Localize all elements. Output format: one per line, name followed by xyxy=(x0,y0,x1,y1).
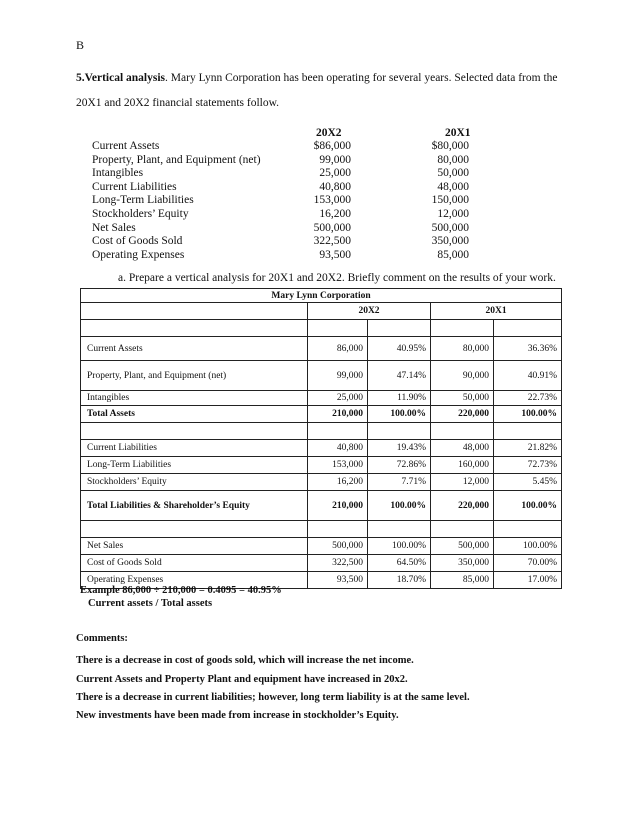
fin-value-20x1: 48,000 xyxy=(437,180,469,193)
amount-20x2: 99,000 xyxy=(308,361,368,391)
percent-20x1: 72.73% xyxy=(494,457,562,474)
question-text-1: . Mary Lynn Corporation has been operating for several years. Selected data from the xyxy=(165,72,558,84)
spacer-cell xyxy=(81,521,308,538)
amount-20x2: 40,800 xyxy=(308,440,368,457)
header-blank-cell xyxy=(81,303,308,320)
fin-value-20x1: 150,000 xyxy=(431,194,469,207)
percent-20x2: 64.50% xyxy=(368,555,431,572)
fin-label: Current Assets xyxy=(92,140,160,152)
fin-value-20x2: 99,000 xyxy=(319,153,351,166)
fin-value-20x2: 500,000 xyxy=(313,221,351,234)
fin-value-20x2: 153,000 xyxy=(313,194,351,207)
question-number: 5. xyxy=(76,72,85,84)
table-row-current-liabilities xyxy=(81,440,562,457)
spacer-cell xyxy=(431,423,494,440)
row-label: Total Liabilities & Shareholder’s Equity xyxy=(81,491,308,521)
percent-20x2: 100.00% xyxy=(368,538,431,555)
percent-20x1: 22.73% xyxy=(494,391,562,406)
fin-label: Intangibles xyxy=(92,167,144,180)
fin-value-20x1: 85,000 xyxy=(437,248,469,261)
percent-20x2: 7.71% xyxy=(368,474,431,491)
fin-label: Property, Plant, and Equipment (net) xyxy=(92,153,261,166)
table-row-cogs xyxy=(81,555,562,572)
fin-value-20x2: 25,000 xyxy=(319,167,351,180)
spacer-row xyxy=(81,521,562,538)
instruction-a: a. Prepare a vertical analysis for 20X1 and 20X2. Briefly comment on the results of your work. xyxy=(118,272,556,284)
page-letter: B xyxy=(76,38,85,52)
fin-label: Net Sales xyxy=(92,221,136,234)
amount-20x1: 220,000 xyxy=(431,491,494,521)
table-row-long-term-liabilities xyxy=(81,457,562,474)
comment-line: Current Assets and Property Plant and equipment have increased in 20x2. xyxy=(76,674,408,685)
question-topic: Vertical analysis xyxy=(84,72,166,84)
amount-20x1: 48,000 xyxy=(431,440,494,457)
row-label: Long-Term Liabilities xyxy=(81,457,308,474)
table-header-row xyxy=(81,303,562,320)
vertical-analysis-table xyxy=(80,288,562,589)
table-title-row xyxy=(81,289,562,303)
fin-value-20x2: 322,500 xyxy=(313,235,351,248)
spacer-cell xyxy=(431,521,494,538)
percent-20x2: 100.00% xyxy=(368,406,431,423)
spacer-cell xyxy=(308,423,368,440)
fin-value-20x1: 50,000 xyxy=(437,167,469,180)
fin-header-20x1: 20X1 xyxy=(445,127,471,139)
spacer-row xyxy=(81,320,562,337)
row-label: Net Sales xyxy=(81,538,308,555)
amount-20x1: 160,000 xyxy=(431,457,494,474)
amount-20x2: 153,000 xyxy=(308,457,368,474)
table-row-total-liabilities-equity xyxy=(81,491,562,521)
fin-row xyxy=(92,249,492,263)
amount-20x2: 25,000 xyxy=(308,391,368,406)
amount-20x1: 80,000 xyxy=(431,337,494,361)
amount-20x1: 50,000 xyxy=(431,391,494,406)
percent-20x1: 36.36% xyxy=(494,337,562,361)
table-row-total-assets xyxy=(81,406,562,423)
fin-row xyxy=(92,154,492,168)
table-row-ppe xyxy=(81,361,562,391)
fin-value-20x1: 12,000 xyxy=(437,208,469,220)
comment-line: There is a decrease in cost of goods sold, which will increase the net income. xyxy=(76,655,414,666)
table-row-intangibles xyxy=(81,391,562,406)
table-title: Mary Lynn Corporation xyxy=(81,289,562,303)
fin-value-20x1: 500,000 xyxy=(431,221,469,234)
fin-value-20x1: $80,000 xyxy=(431,140,469,152)
comment-line: New investments have been made from increase in stockholder’s Equity. xyxy=(76,710,399,721)
fin-value-20x2: 40,800 xyxy=(319,180,351,193)
fin-label: Stockholders’ Equity xyxy=(92,208,189,220)
percent-20x2: 11.90% xyxy=(368,391,431,406)
percent-20x2: 100.00% xyxy=(368,491,431,521)
row-label: Intangibles xyxy=(81,391,308,406)
example-calculation: Example 86,000 ÷ 210,000 = 0.4095 = 40.95% xyxy=(80,585,282,596)
fin-row xyxy=(92,208,492,222)
row-label: Current Liabilities xyxy=(81,440,308,457)
table-row-stockholders-equity xyxy=(81,474,562,491)
fin-row xyxy=(92,235,492,249)
percent-20x1: 70.00% xyxy=(494,555,562,572)
comment-line: There is a decrease in current liabilities; however, long term liability is at the same level. xyxy=(76,692,470,703)
spacer-cell xyxy=(368,320,431,337)
spacer-cell xyxy=(494,521,562,538)
percent-20x1: 21.82% xyxy=(494,440,562,457)
spacer-row xyxy=(81,423,562,440)
percent-20x1: 100.00% xyxy=(494,538,562,555)
question-text-2: 20X1 and 20X2 financial statements follow. xyxy=(76,97,280,109)
amount-20x2: 500,000 xyxy=(308,538,368,555)
fin-row xyxy=(92,222,492,236)
fin-row xyxy=(92,194,492,208)
amount-20x2: 210,000 xyxy=(308,406,368,423)
comments-heading: Comments: xyxy=(76,633,128,644)
amount-20x2: 322,500 xyxy=(308,555,368,572)
fin-label: Current Liabilities xyxy=(92,180,177,193)
percent-20x2: 40.95% xyxy=(368,337,431,361)
spacer-cell xyxy=(494,320,562,337)
amount-20x1: 90,000 xyxy=(431,361,494,391)
amount-20x1: 500,000 xyxy=(431,538,494,555)
spacer-cell xyxy=(368,521,431,538)
spacer-cell xyxy=(308,320,368,337)
fin-value-20x2: 16,200 xyxy=(319,208,351,220)
percent-20x1: 17.00% xyxy=(494,572,562,589)
fin-row xyxy=(92,181,492,195)
percent-20x1: 100.00% xyxy=(494,491,562,521)
row-label: Stockholders’ Equity xyxy=(81,474,308,491)
percent-20x2: 47.14% xyxy=(368,361,431,391)
amount-20x1: 85,000 xyxy=(431,572,494,589)
fin-value-20x2: 93,500 xyxy=(319,248,351,261)
amount-20x2: 210,000 xyxy=(308,491,368,521)
fin-row xyxy=(92,140,492,154)
percent-20x1: 5.45% xyxy=(494,474,562,491)
amount-20x2: 93,500 xyxy=(308,572,368,589)
percent-20x2: 72.86% xyxy=(368,457,431,474)
row-label: Total Assets xyxy=(81,406,308,423)
spacer-cell xyxy=(431,320,494,337)
spacer-cell xyxy=(308,521,368,538)
fin-row xyxy=(92,167,492,181)
question-line-1 xyxy=(76,72,558,84)
spacer-cell xyxy=(368,423,431,440)
amount-20x1: 350,000 xyxy=(431,555,494,572)
amount-20x1: 12,000 xyxy=(431,474,494,491)
table-row-net-sales xyxy=(81,538,562,555)
amount-20x2: 86,000 xyxy=(308,337,368,361)
row-label: Property, Plant, and Equipment (net) xyxy=(81,361,308,391)
percent-20x1: 100.00% xyxy=(494,406,562,423)
spacer-cell xyxy=(81,423,308,440)
spacer-cell xyxy=(494,423,562,440)
fin-value-20x2: $86,000 xyxy=(313,140,351,152)
percent-20x1: 40.91% xyxy=(494,361,562,391)
row-label: Operating Expenses xyxy=(81,572,308,589)
amount-20x2: 16,200 xyxy=(308,474,368,491)
row-label: Cost of Goods Sold xyxy=(81,555,308,572)
table-row-current-assets xyxy=(81,337,562,361)
fin-header-20x2: 20X2 xyxy=(316,127,342,139)
fin-label: Operating Expenses xyxy=(92,248,185,261)
fin-value-20x1: 80,000 xyxy=(437,153,469,166)
header-20x1: 20X1 xyxy=(431,303,562,320)
row-label: Current Assets xyxy=(81,337,308,361)
fin-value-20x1: 350,000 xyxy=(431,235,469,248)
amount-20x1: 220,000 xyxy=(431,406,494,423)
header-20x2: 20X2 xyxy=(308,303,431,320)
percent-20x2: 18.70% xyxy=(368,572,431,589)
spacer-cell xyxy=(81,320,308,337)
percent-20x2: 19.43% xyxy=(368,440,431,457)
fin-label: Long-Term Liabilities xyxy=(92,194,194,207)
example-formula: Current assets / Total assets xyxy=(88,598,213,609)
fin-label: Cost of Goods Sold xyxy=(92,235,183,248)
